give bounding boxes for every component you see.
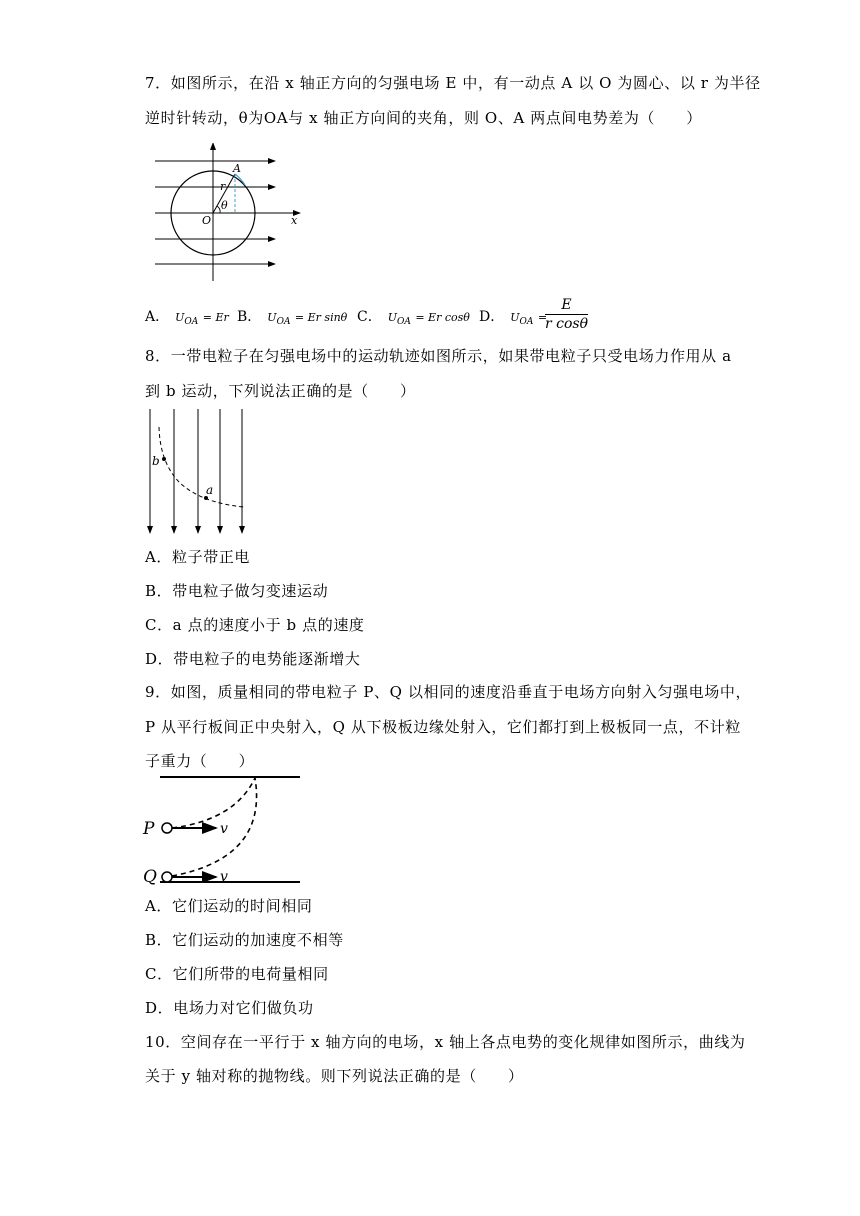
label-r: r (220, 180, 226, 193)
q7-figure (145, 143, 310, 285)
q9-figure (140, 770, 310, 888)
q9-line-3: 子重力（ ） (145, 752, 255, 770)
q7-option-d[interactable]: D． $U_{OA}$ = (479, 309, 548, 327)
label-A: A (233, 162, 241, 175)
q8-option-d[interactable]: D．带电粒子的电势能逐渐增大 (145, 650, 361, 668)
q9-option-c[interactable]: C．它们所带的电荷量相同 (145, 965, 329, 983)
q8-option-c[interactable]: C．a 点的速度小于 b 点的速度 (145, 616, 365, 634)
q7-option-a[interactable]: A． $U_{OA} = Er$ (145, 309, 229, 327)
label-v1: v (220, 821, 228, 837)
q10-line-1: 10．空间存在一平行于 x 轴方向的电场，x 轴上各点电势的变化规律如图所示，曲线为 (145, 1033, 746, 1051)
label-P: P (143, 819, 155, 839)
q9-line-1: 9．如图，质量相同的带电粒子 P、Q 以相同的速度沿垂直于电场方向射入匀强电场中， (145, 683, 752, 701)
label-v2: v (220, 869, 228, 885)
q9-option-d[interactable]: D．电场力对它们做负功 (145, 999, 314, 1017)
label-O: O (202, 214, 212, 227)
q9-line-2: P 从平行板间正中央射入，Q 从下极板边缘处射入，它们都打到上极板同一点，不计粒 (145, 718, 741, 736)
label-theta: θ (221, 199, 228, 212)
q7-options (145, 296, 745, 336)
q9-option-a[interactable]: A．它们运动的时间相同 (145, 897, 313, 915)
label-x: x (291, 214, 298, 227)
q9-option-b[interactable]: B．它们运动的加速度不相等 (145, 931, 344, 949)
label-b: b (152, 454, 160, 468)
label-Q: Q (143, 867, 157, 887)
q7-option-b[interactable]: B． $U_{OA} = Er$ sinθ (237, 309, 348, 327)
q8-option-a[interactable]: A．粒子带正电 (145, 548, 251, 566)
q10-line-2: 关于 y 轴对称的抛物线。则下列说法正确的是（ ） (145, 1067, 524, 1085)
q8-option-b[interactable]: B．带电粒子做匀变速运动 (145, 582, 329, 600)
q7-line-1: 7．如图所示，在沿 x 轴正方向的匀强电场 E 中，有一动点 A 以 O 为圆心、以 r 为半径 (145, 74, 761, 92)
label-a: a (206, 483, 214, 497)
q8-line-2: 到 b 运动，下列说法正确的是（ ） (145, 382, 416, 400)
q7-line-2: 逆时针转动，θ为OA与 x 轴正方向间的夹角，则 O、A 两点间电势差为（ ） (145, 109, 702, 127)
q7-option-c[interactable]: C． $U_{OA} = Er$ cosθ (357, 309, 470, 327)
q7-option-d-fraction: $\frac{E}{\text{r cosθ}}$ (545, 297, 589, 332)
q8-figure (140, 405, 255, 540)
q8-line-1: 8．一带电粒子在匀强电场中的运动轨迹如图所示，如果带电粒子只受电场力作用从 a (145, 347, 732, 365)
